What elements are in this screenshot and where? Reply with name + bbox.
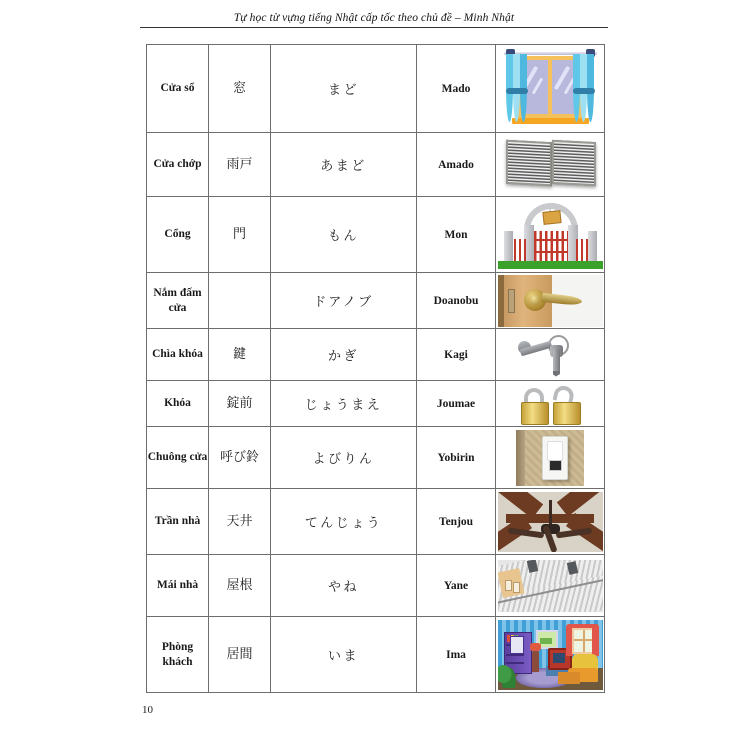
key-tip-icon (553, 371, 560, 377)
table-row (147, 555, 605, 617)
cell-vietnamese: Mái nhà (147, 555, 209, 617)
table-row (147, 329, 605, 381)
strike-plate-icon (508, 289, 515, 313)
page-number: 10 (142, 704, 153, 716)
roof-window-icon (505, 580, 512, 591)
ceiling-beam-icon (556, 492, 602, 517)
cell-vietnamese: Trần nhà (147, 489, 209, 555)
cell-kana: やね (271, 555, 417, 617)
gate-rail-icon (534, 239, 568, 241)
door-edge-icon (498, 275, 504, 327)
table-row (147, 427, 605, 489)
cell-romaji: Amado (417, 133, 496, 197)
table-row (147, 381, 605, 427)
chimney-icon (566, 561, 577, 575)
cell-kanji: 屋根 (209, 555, 271, 617)
picket-fence-left-icon (514, 239, 526, 261)
plant-icon (498, 660, 516, 688)
window-mullion-icon (548, 56, 552, 118)
cell-kana: まど (271, 45, 417, 133)
cell-romaji: Joumae (417, 381, 496, 427)
header-title: Tự học từ vựng tiếng Nhật cấp tốc theo chủ đề – Minh Nhật (233, 12, 515, 24)
table-row (147, 45, 605, 133)
cell-romaji: Doanobu (417, 273, 496, 329)
window-illustration (498, 47, 603, 131)
cell-image (496, 617, 605, 693)
doorbell-button-icon (547, 441, 563, 461)
cell-kana: てんじょう (271, 489, 417, 555)
cell-image (496, 381, 605, 427)
keys-photo (498, 331, 603, 379)
cell-kanji: 錠前 (209, 381, 271, 427)
cell-image (496, 133, 605, 197)
table-row (147, 197, 605, 273)
padlock-body-icon (521, 402, 549, 425)
door-trim-icon (516, 430, 525, 486)
cell-vietnamese: Chuông cửa (147, 427, 209, 489)
curtain-left-icon (506, 54, 528, 122)
living-room-illustration (498, 620, 603, 690)
doorbell-lamp-icon (549, 460, 562, 471)
vocabulary-table (146, 44, 605, 693)
gate-door-icon (534, 231, 568, 261)
cell-romaji: Yane (417, 555, 496, 617)
padlock-shackle-open-icon (552, 384, 575, 404)
table-row (147, 617, 605, 693)
floor-lamp-icon (532, 650, 539, 672)
cell-kana: もん (271, 197, 417, 273)
roof-window-icon (513, 582, 520, 593)
grass-icon (498, 261, 603, 269)
fan-downrod-icon (549, 500, 552, 526)
shutter-photo (498, 135, 603, 195)
cell-vietnamese: Chìa khóa (147, 329, 209, 381)
cell-romaji: Mon (417, 197, 496, 273)
cell-romaji: Kagi (417, 329, 496, 381)
cell-kanji: 窓 (209, 45, 271, 133)
padlock-body-icon (553, 402, 581, 425)
cell-vietnamese: Cửa sổ (147, 45, 209, 133)
cell-image (496, 489, 605, 555)
curtain-right-icon (573, 54, 595, 122)
curtain-right-icon (592, 628, 599, 656)
cabinet-mirror-icon (510, 636, 524, 654)
doorknob-photo (498, 275, 603, 327)
cell-kana: あまど (271, 133, 417, 197)
shutter-panel-right-icon (552, 139, 596, 185)
doorbell-photo (498, 430, 603, 486)
cell-kana: ドアノブ (271, 273, 417, 329)
gate-rail-icon (534, 251, 568, 253)
cell-vietnamese: Nắm đấm cửa (147, 273, 209, 329)
cell-image (496, 427, 605, 489)
chimney-icon (526, 560, 537, 573)
running-header (140, 12, 608, 28)
cell-romaji: Mado (417, 45, 496, 133)
fence-post-left-icon (504, 231, 513, 263)
roof-photo (498, 560, 603, 612)
cell-kana: いま (271, 617, 417, 693)
picket-fence-right-icon (576, 239, 590, 261)
ceiling-photo (498, 492, 603, 552)
cell-kanji: 雨戸 (209, 133, 271, 197)
shelf-icon (506, 654, 524, 656)
shutter-panel-left-icon (506, 139, 552, 185)
cell-romaji: Ima (417, 617, 496, 693)
gate-illustration (498, 199, 603, 271)
cell-kanji: 居間 (209, 617, 271, 693)
table-row (147, 489, 605, 555)
cell-romaji: Tenjou (417, 489, 496, 555)
header-divider (140, 27, 608, 28)
table-row (147, 133, 605, 197)
cell-vietnamese: Khóa (147, 381, 209, 427)
cell-image (496, 329, 605, 381)
cell-vietnamese: Phòng khách (147, 617, 209, 693)
cell-image (496, 555, 605, 617)
cell-kana: よびりん (271, 427, 417, 489)
cell-kanji: 門 (209, 197, 271, 273)
cell-kanji (209, 273, 271, 329)
cell-kana: かぎ (271, 329, 417, 381)
cell-romaji: Yobirin (417, 427, 496, 489)
padlocks-photo (498, 383, 603, 425)
table-row (147, 273, 605, 329)
gate-sign-icon (542, 210, 561, 225)
cell-image (496, 45, 605, 133)
cell-kanji: 呼び鈴 (209, 427, 271, 489)
cell-kana: じょうまえ (271, 381, 417, 427)
cell-image (496, 273, 605, 329)
side-table-icon (558, 672, 580, 684)
cell-vietnamese: Cửa chớp (147, 133, 209, 197)
cell-image (496, 197, 605, 273)
cell-vietnamese: Cổng (147, 197, 209, 273)
cell-kanji: 鍵 (209, 329, 271, 381)
cell-kanji: 天井 (209, 489, 271, 555)
